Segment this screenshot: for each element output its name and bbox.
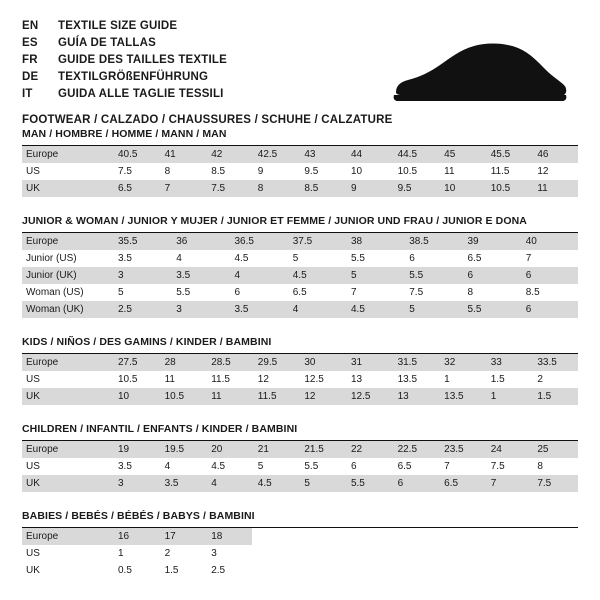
table-row <box>22 545 578 562</box>
cell: 7.5 <box>490 461 505 472</box>
cell: 5.5 <box>176 287 191 298</box>
language-code: IT <box>22 88 33 100</box>
cell: 13.5 <box>438 388 485 405</box>
cell: 6 <box>392 475 439 492</box>
cell: 13.5 <box>397 374 418 385</box>
cell: 6 <box>520 301 578 318</box>
size-table <box>22 146 578 197</box>
language-title: GUIDE DES TAILLES TEXTILE <box>58 54 227 66</box>
cell: 7 <box>485 475 532 492</box>
table-row <box>22 475 578 492</box>
cell: 2.5 <box>112 301 170 318</box>
cell: 36 <box>170 233 228 250</box>
table-row <box>22 267 578 284</box>
row-label: Woman (UK) <box>22 301 112 318</box>
row-label: Woman (US) <box>26 287 84 298</box>
cell: 6.5 <box>397 461 412 472</box>
cell-empty <box>485 528 532 545</box>
cell-empty <box>345 562 392 579</box>
cell-empty <box>438 545 485 562</box>
cell: 13 <box>392 388 439 405</box>
cell: 7 <box>159 180 206 197</box>
language-code: FR <box>22 54 38 66</box>
cell: 4.5 <box>287 267 345 284</box>
footwear-section-title: FOOTWEAR / CALZADO / CHAUSSURES / SCHUHE / CALZATURE <box>22 114 393 126</box>
size-block-kids <box>22 336 578 405</box>
cell: 38.5 <box>403 233 461 250</box>
cell-empty <box>252 545 299 562</box>
cell: 6 <box>350 461 357 472</box>
cell: 25 <box>531 441 578 458</box>
dress-shoe-icon <box>388 36 568 106</box>
cell: 8.5 <box>525 287 540 298</box>
language-title: GUÍA DE TALLAS <box>58 37 156 49</box>
cell-empty <box>298 528 345 545</box>
cell: 1.5 <box>164 565 179 576</box>
row-label: US <box>26 548 40 559</box>
cell: 35.5 <box>112 233 170 250</box>
cell-empty <box>252 562 299 579</box>
cell: 12.5 <box>345 388 392 405</box>
cell: 1.5 <box>531 388 578 405</box>
language-title: TEXTILE SIZE GUIDE <box>58 20 178 32</box>
table-row <box>22 528 578 545</box>
cell: 4 <box>205 475 252 492</box>
cell: 3.5 <box>159 475 206 492</box>
cell: 10 <box>112 388 159 405</box>
cell: 7.5 <box>409 287 424 298</box>
cell: 3 <box>170 301 228 318</box>
cell-empty <box>392 545 439 562</box>
cell: 10.5 <box>118 374 138 385</box>
cell: 11.5 <box>252 388 299 405</box>
cell: 42 <box>205 146 252 163</box>
table-row <box>22 180 578 197</box>
table-row <box>22 146 578 163</box>
cell: 21 <box>252 441 299 458</box>
cell: 5 <box>403 301 461 318</box>
cell: 19.5 <box>159 441 206 458</box>
size-table <box>22 528 578 579</box>
block-title: BABIES / BEBÉS / BÉBÉS / BABYS / BAMBINI <box>22 510 578 528</box>
cell: 11.5 <box>490 166 510 177</box>
cell: 5 <box>298 475 345 492</box>
cell: 3 <box>211 548 217 559</box>
table-row <box>22 163 578 180</box>
cell: 10.5 <box>397 166 418 177</box>
row-label: Europe <box>22 528 112 545</box>
cell: 8 <box>467 287 474 298</box>
cell-empty <box>345 528 392 545</box>
row-label: Europe <box>22 233 112 250</box>
cell: 11 <box>444 166 455 177</box>
cell: 3 <box>112 267 170 284</box>
cell-empty <box>531 545 578 562</box>
cell: 37.5 <box>287 233 345 250</box>
cell: 30 <box>298 354 345 371</box>
language-code: ES <box>22 37 38 49</box>
cell: 7.5 <box>118 166 132 177</box>
cell: 23.5 <box>438 441 485 458</box>
cell: 5 <box>345 267 403 284</box>
cell: 20 <box>205 441 252 458</box>
size-block-man <box>22 128 578 197</box>
cell: 45.5 <box>485 146 532 163</box>
cell: 17 <box>159 528 206 545</box>
size-block-babies <box>22 510 578 579</box>
cell-empty <box>392 528 439 545</box>
table-row <box>22 284 578 301</box>
cell: 0.5 <box>118 565 132 576</box>
cell: 8 <box>537 461 543 472</box>
cell: 13 <box>350 374 363 385</box>
row-label: Junior (US) <box>26 253 77 264</box>
cell: 4.5 <box>211 461 226 472</box>
cell: 5.5 <box>351 253 365 264</box>
cell: 28 <box>159 354 206 371</box>
cell: 40.5 <box>112 146 159 163</box>
cell: 6 <box>520 267 578 284</box>
cell: 27.5 <box>112 354 159 371</box>
cell: 41 <box>159 146 206 163</box>
block-title: CHILDREN / INFANTIL / ENFANTS / KINDER / BAMBINI <box>22 423 578 441</box>
row-label: Europe <box>22 441 112 458</box>
row-label: Junior (UK) <box>22 267 112 284</box>
block-title: KIDS / NIÑOS / DES GAMINS / KINDER / BAMBINI <box>22 336 578 354</box>
cell: 31 <box>345 354 392 371</box>
cell: 42.5 <box>252 146 299 163</box>
table-row <box>22 233 578 250</box>
row-label: US <box>26 461 40 472</box>
cell: 8.5 <box>211 166 226 177</box>
cell: 29.5 <box>252 354 299 371</box>
cell-empty <box>438 562 485 579</box>
table-row <box>22 441 578 458</box>
cell: 19 <box>112 441 159 458</box>
cell: 10.5 <box>485 180 532 197</box>
cell: 46 <box>531 146 578 163</box>
table-row <box>22 250 578 267</box>
cell: 6.5 <box>438 475 485 492</box>
row-label: Europe <box>22 146 112 163</box>
cell: 1 <box>485 388 532 405</box>
cell: 32 <box>438 354 485 371</box>
cell-empty <box>531 562 578 579</box>
cell-empty <box>438 528 485 545</box>
cell-empty <box>531 528 578 545</box>
cell: 11 <box>205 388 252 405</box>
cell: 10 <box>438 180 485 197</box>
cell: 43 <box>298 146 345 163</box>
cell: 16 <box>112 528 159 545</box>
cell: 6.5 <box>467 253 482 264</box>
size-block-junior-woman <box>22 215 578 318</box>
cell: 10.5 <box>159 388 206 405</box>
cell: 33 <box>485 354 532 371</box>
cell-empty <box>345 545 392 562</box>
block-title: JUNIOR & WOMAN / JUNIOR Y MUJER / JUNIOR ET FEMME / JUNIOR UND FRAU / JUNIOR E DONA <box>22 215 578 233</box>
row-label: US <box>26 374 40 385</box>
cell: 5.5 <box>462 301 520 318</box>
cell: 3.5 <box>118 461 132 472</box>
cell: 31.5 <box>392 354 439 371</box>
cell-empty <box>485 545 532 562</box>
cell: 9.5 <box>392 180 439 197</box>
cell: 12 <box>537 166 549 177</box>
cell: 12 <box>298 388 345 405</box>
block-title: MAN / HOMBRE / HOMME / MANN / MAN <box>22 128 578 146</box>
cell: 9 <box>345 180 392 197</box>
cell: 28.5 <box>205 354 252 371</box>
table-row <box>22 371 578 388</box>
row-label: UK <box>22 180 112 197</box>
cell: 3.5 <box>118 253 132 264</box>
cell: 22.5 <box>392 441 439 458</box>
table-row <box>22 388 578 405</box>
cell: 44.5 <box>392 146 439 163</box>
cell-empty <box>298 545 345 562</box>
cell: 12.5 <box>304 374 324 385</box>
cell: 4.5 <box>234 253 249 264</box>
cell-empty <box>298 562 345 579</box>
cell: 6.5 <box>292 287 307 298</box>
cell: 1.5 <box>490 374 505 385</box>
cell: 7.5 <box>205 180 252 197</box>
cell: 5 <box>257 461 264 472</box>
row-label: UK <box>26 565 40 576</box>
table-row <box>22 458 578 475</box>
cell: 4 <box>164 461 171 472</box>
cell: 22 <box>345 441 392 458</box>
cell: 18 <box>205 528 252 545</box>
language-code: DE <box>22 71 39 83</box>
cell: 6.5 <box>112 180 159 197</box>
size-table <box>22 233 578 318</box>
cell: 5.5 <box>345 475 392 492</box>
cell: 44 <box>345 146 392 163</box>
row-label: UK <box>22 475 112 492</box>
table-row <box>22 562 578 579</box>
cell: 4 <box>287 301 345 318</box>
cell: 7 <box>351 287 357 298</box>
cell: 33.5 <box>531 354 578 371</box>
cell: 2 <box>537 374 543 385</box>
size-block-children <box>22 423 578 492</box>
row-label: Europe <box>22 354 112 371</box>
cell: 9.5 <box>304 166 319 177</box>
cell: 5 <box>118 287 124 298</box>
language-row <box>22 18 578 34</box>
cell: 2.5 <box>211 565 226 576</box>
table-row <box>22 354 578 371</box>
table-row <box>22 301 578 318</box>
cell: 7.5 <box>531 475 578 492</box>
cell: 1 <box>118 548 124 559</box>
cell: 2 <box>164 548 171 559</box>
cell: 4.5 <box>252 475 299 492</box>
row-label: US <box>26 166 40 177</box>
cell: 1 <box>444 374 450 385</box>
cell: 39 <box>462 233 520 250</box>
cell: 4 <box>176 253 182 264</box>
cell: 36.5 <box>229 233 287 250</box>
cell: 8 <box>252 180 299 197</box>
cell: 45 <box>438 146 485 163</box>
language-title: GUIDA ALLE TAGLIE TESSILI <box>58 88 224 100</box>
cell: 21.5 <box>298 441 345 458</box>
cell: 5 <box>292 253 299 264</box>
cell-empty <box>485 562 532 579</box>
cell: 5.5 <box>403 267 461 284</box>
cell: 11 <box>531 180 578 197</box>
cell: 7 <box>525 253 532 264</box>
document-header <box>22 18 578 126</box>
cell: 9 <box>257 166 264 177</box>
cell: 7 <box>444 461 450 472</box>
size-table <box>22 441 578 492</box>
language-code: EN <box>22 20 39 32</box>
cell: 8.5 <box>298 180 345 197</box>
cell: 3.5 <box>229 301 287 318</box>
cell: 3.5 <box>170 267 228 284</box>
cell: 40 <box>520 233 578 250</box>
cell: 6 <box>462 267 520 284</box>
cell-empty <box>392 562 439 579</box>
language-title: TEXTILGRÖßENFÜHRUNG <box>58 71 209 83</box>
cell: 38 <box>345 233 403 250</box>
cell: 6 <box>409 253 415 264</box>
cell: 4.5 <box>345 301 403 318</box>
cell: 3 <box>112 475 159 492</box>
cell: 5.5 <box>304 461 319 472</box>
cell: 4 <box>229 267 287 284</box>
cell: 8 <box>164 166 171 177</box>
cell: 12 <box>257 374 269 385</box>
cell: 11.5 <box>211 374 230 385</box>
size-table <box>22 354 578 405</box>
cell: 11 <box>164 374 175 385</box>
cell-empty <box>252 528 299 545</box>
cell: 24 <box>485 441 532 458</box>
cell: 6 <box>234 287 241 298</box>
cell: 10 <box>350 166 363 177</box>
row-label: UK <box>22 388 112 405</box>
